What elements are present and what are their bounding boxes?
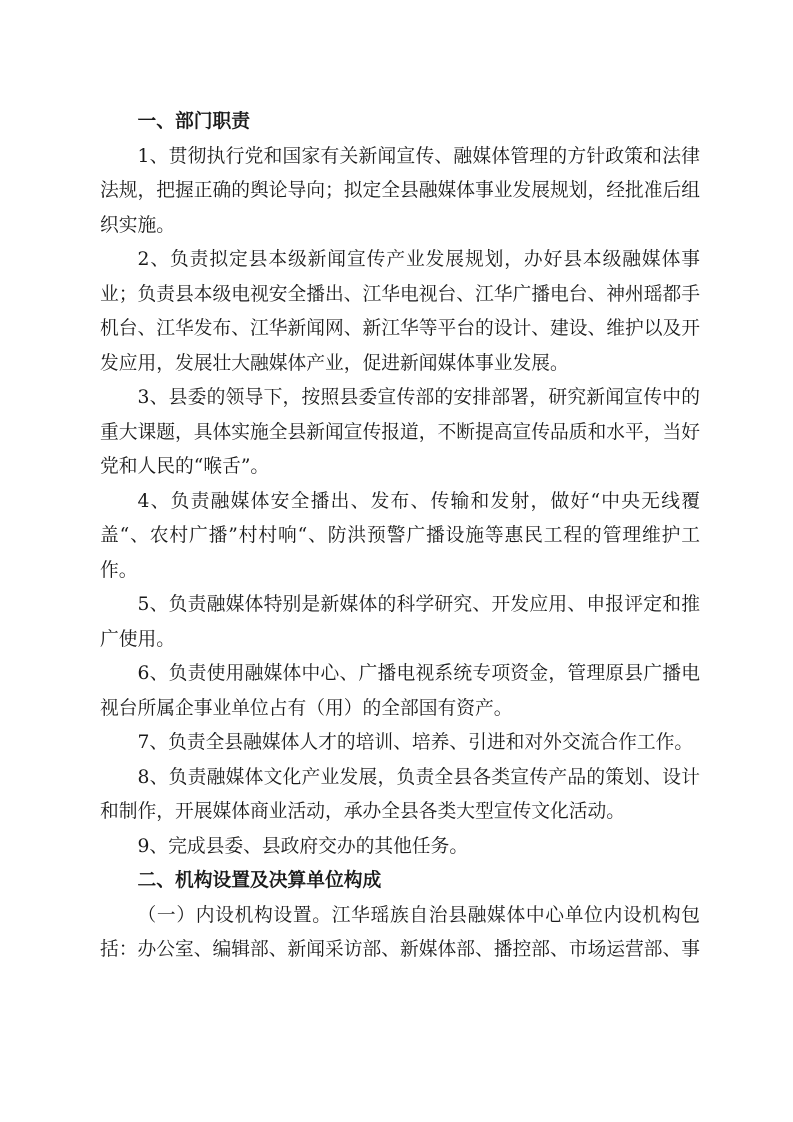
duty-paragraph-5: 5、负责融媒体特别是新媒体的科学研究、开发应用、申报评定和推广使用。	[100, 594, 700, 650]
duty-paragraph-8: 8、负责融媒体文化产业发展，负责全县各类宣传产品的策划、设计和制作，开展媒体商业活动，承办全县各类大型宣传文化活动。	[100, 766, 700, 822]
organization-paragraph-1: （一）内设机构设置。江华瑶族自治县融媒体中心单位内设机构包括：办公室、编辑部、新闻采访部、新媒体部、播控部、市场运营部、事	[100, 904, 700, 960]
duty-paragraph-7: 7、负责全县融媒体人才的培训、培养、引进和对外交流合作工作。	[137, 732, 694, 753]
duty-paragraph-4: 4、负责融媒体安全播出、发布、传输和发射，做好“中央无线覆盖“、农村广播”村村响“、防洪预警广播设施等惠民工程的管理维护工作。	[100, 490, 700, 581]
duty-paragraph-1: 1、贯彻执行党和国家有关新闻宣传、融媒体管理的方针政策和法律法规，把握正确的舆论导向；拟定全县融媒体事业发展规划，经批准后组织实施。	[100, 145, 700, 236]
section-heading-organization: 二、机构设置及决算单位构成	[137, 870, 382, 891]
section-heading-duties: 一、部门职责	[137, 111, 250, 132]
duty-paragraph-2: 2、负责拟定县本级新闻宣传产业发展规划，办好县本级融媒体事业；负责县本级电视安全播出、江华电视台、江华广播电台、神州瑶都手机台、江华发布、江华新闻网、新江华等平台的设计、建设、维护以及开发应用，发展壮大融媒体产业，促进新闻媒体事业发展。	[100, 249, 700, 374]
duty-paragraph-3: 3、县委的领导下，按照县委宣传部的安排部署，研究新闻宣传中的重大课题，具体实施全县新闻宣传报道，不断提高宣传品质和水平，当好党和人民的“喉舌”。	[100, 387, 700, 477]
document-page	[100, 105, 700, 968]
duty-paragraph-9: 9、完成县委、县政府交办的其他任务。	[137, 835, 469, 857]
duty-paragraph-6: 6、负责使用融媒体中心、广播电视系统专项资金，管理原县广播电视台所属企事业单位占有（用）的全部国有资产。	[100, 663, 700, 719]
